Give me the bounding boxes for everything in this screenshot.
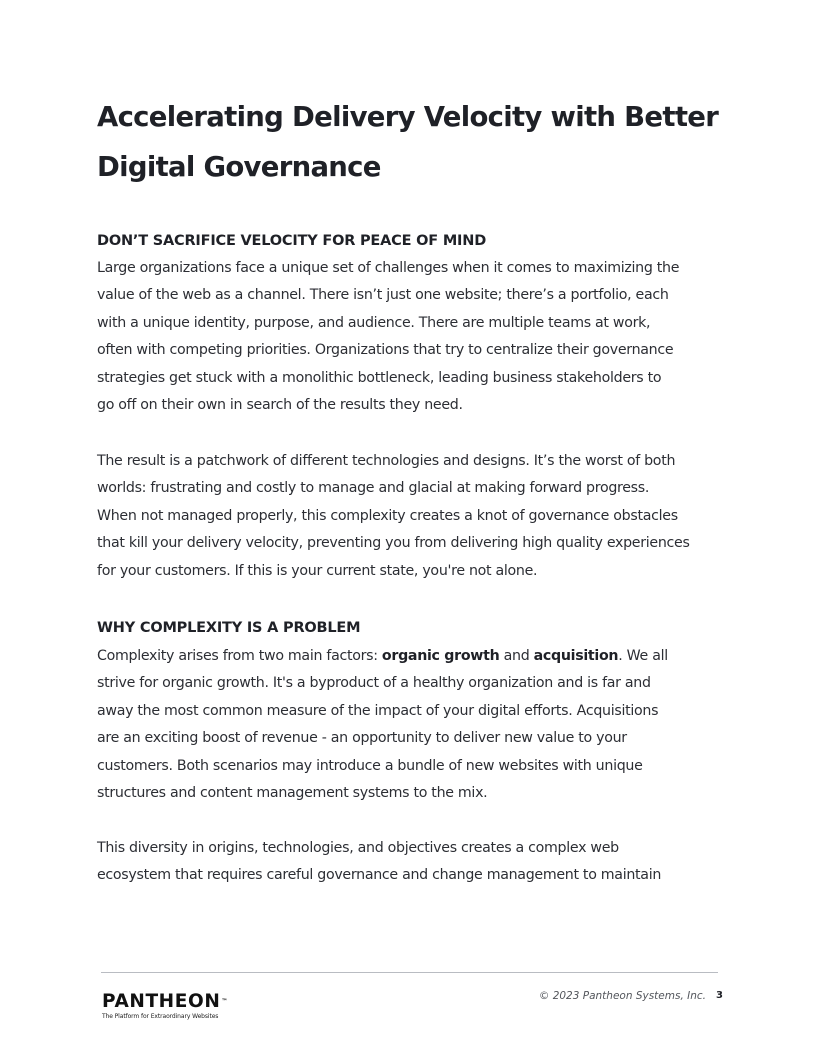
page-number: 3 (716, 990, 723, 1001)
bold-acquisition: acquisition (533, 648, 619, 664)
paragraph-line: that kill your delivery velocity, preventing you from delivering high quality experiences (97, 535, 690, 552)
paragraph-line: with a unique identity, purpose, and audience. There are multiple teams at work, (97, 314, 651, 331)
copyright-notice: © 2023 Pantheon Systems, Inc. (538, 990, 706, 1002)
paragraph-line: away the most common measure of the impact of your digital efforts. Acquisitions (97, 702, 659, 719)
page-title-line-2: Digital Governance (97, 151, 381, 183)
logo-tagline: The Platform for Extraordinary Websites (102, 1013, 219, 1020)
paragraph-diversity (97, 835, 737, 890)
page-title-line-1: Accelerating Delivery Velocity with Better (97, 101, 719, 133)
paragraph-line: often with competing priorities. Organizations that try to centralize their governance (97, 342, 674, 359)
trademark-symbol: ™ (221, 998, 229, 1005)
paragraph-line: When not managed properly, this complexity creates a knot of governance obstacles (97, 507, 678, 524)
paragraph-line: strive for organic growth. It's a byproduct of a healthy organization and is far and (97, 675, 651, 692)
paragraph-line: worlds: frustrating and costly to manage and glacial at making forward progress. (97, 480, 650, 497)
footer-divider (101, 972, 718, 973)
logo-word-text: PANTHEON (102, 991, 221, 1012)
page-title (97, 92, 737, 192)
paragraph-line: strategies get stuck with a monolithic bottleneck, leading business stakeholders to (97, 369, 662, 386)
paragraph-line: are an exciting boost of revenue - an opportunity to deliver new value to your (97, 730, 627, 747)
paragraph-line: ecosystem that requires careful governance and change management to maintain (97, 867, 662, 884)
paragraph-line: value of the web as a channel. There isn’t just one website; there’s a portfolio, each (97, 287, 669, 304)
paragraph-line: for your customers. If this is your current state, you're not alone. (97, 562, 538, 579)
text-segment: and (499, 648, 534, 664)
paragraph-challenges (97, 255, 737, 419)
section-heading-velocity: DON’T SACRIFICE VELOCITY FOR PEACE OF MIND (97, 233, 487, 249)
paragraph-line: The result is a patchwork of different technologies and designs. It’s the worst of both (97, 453, 676, 469)
paragraph-line (97, 643, 737, 670)
paragraph-line: customers. Both scenarios may introduce a bundle of new websites with unique (97, 757, 643, 774)
logo-wordmark (102, 992, 228, 1012)
paragraph-patchwork (97, 448, 737, 585)
section-heading-complexity: WHY COMPLEXITY IS A PROBLEM (97, 620, 361, 636)
bold-organic-growth: organic growth (381, 648, 500, 664)
text-segment: . We all (618, 648, 668, 664)
paragraph-line: go off on their own in search of the results they need. (97, 397, 463, 414)
paragraph-line: Large organizations face a unique set of challenges when it comes to maximizing the (97, 260, 680, 276)
paragraph-line: This diversity in origins, technologies, and objectives creates a complex web (97, 840, 619, 856)
pantheon-logo (102, 992, 228, 1022)
text-segment: Complexity arises from two main factors: (97, 648, 382, 664)
paragraph-line: structures and content management systems to the mix. (97, 785, 488, 802)
paragraph-complexity (97, 643, 737, 807)
